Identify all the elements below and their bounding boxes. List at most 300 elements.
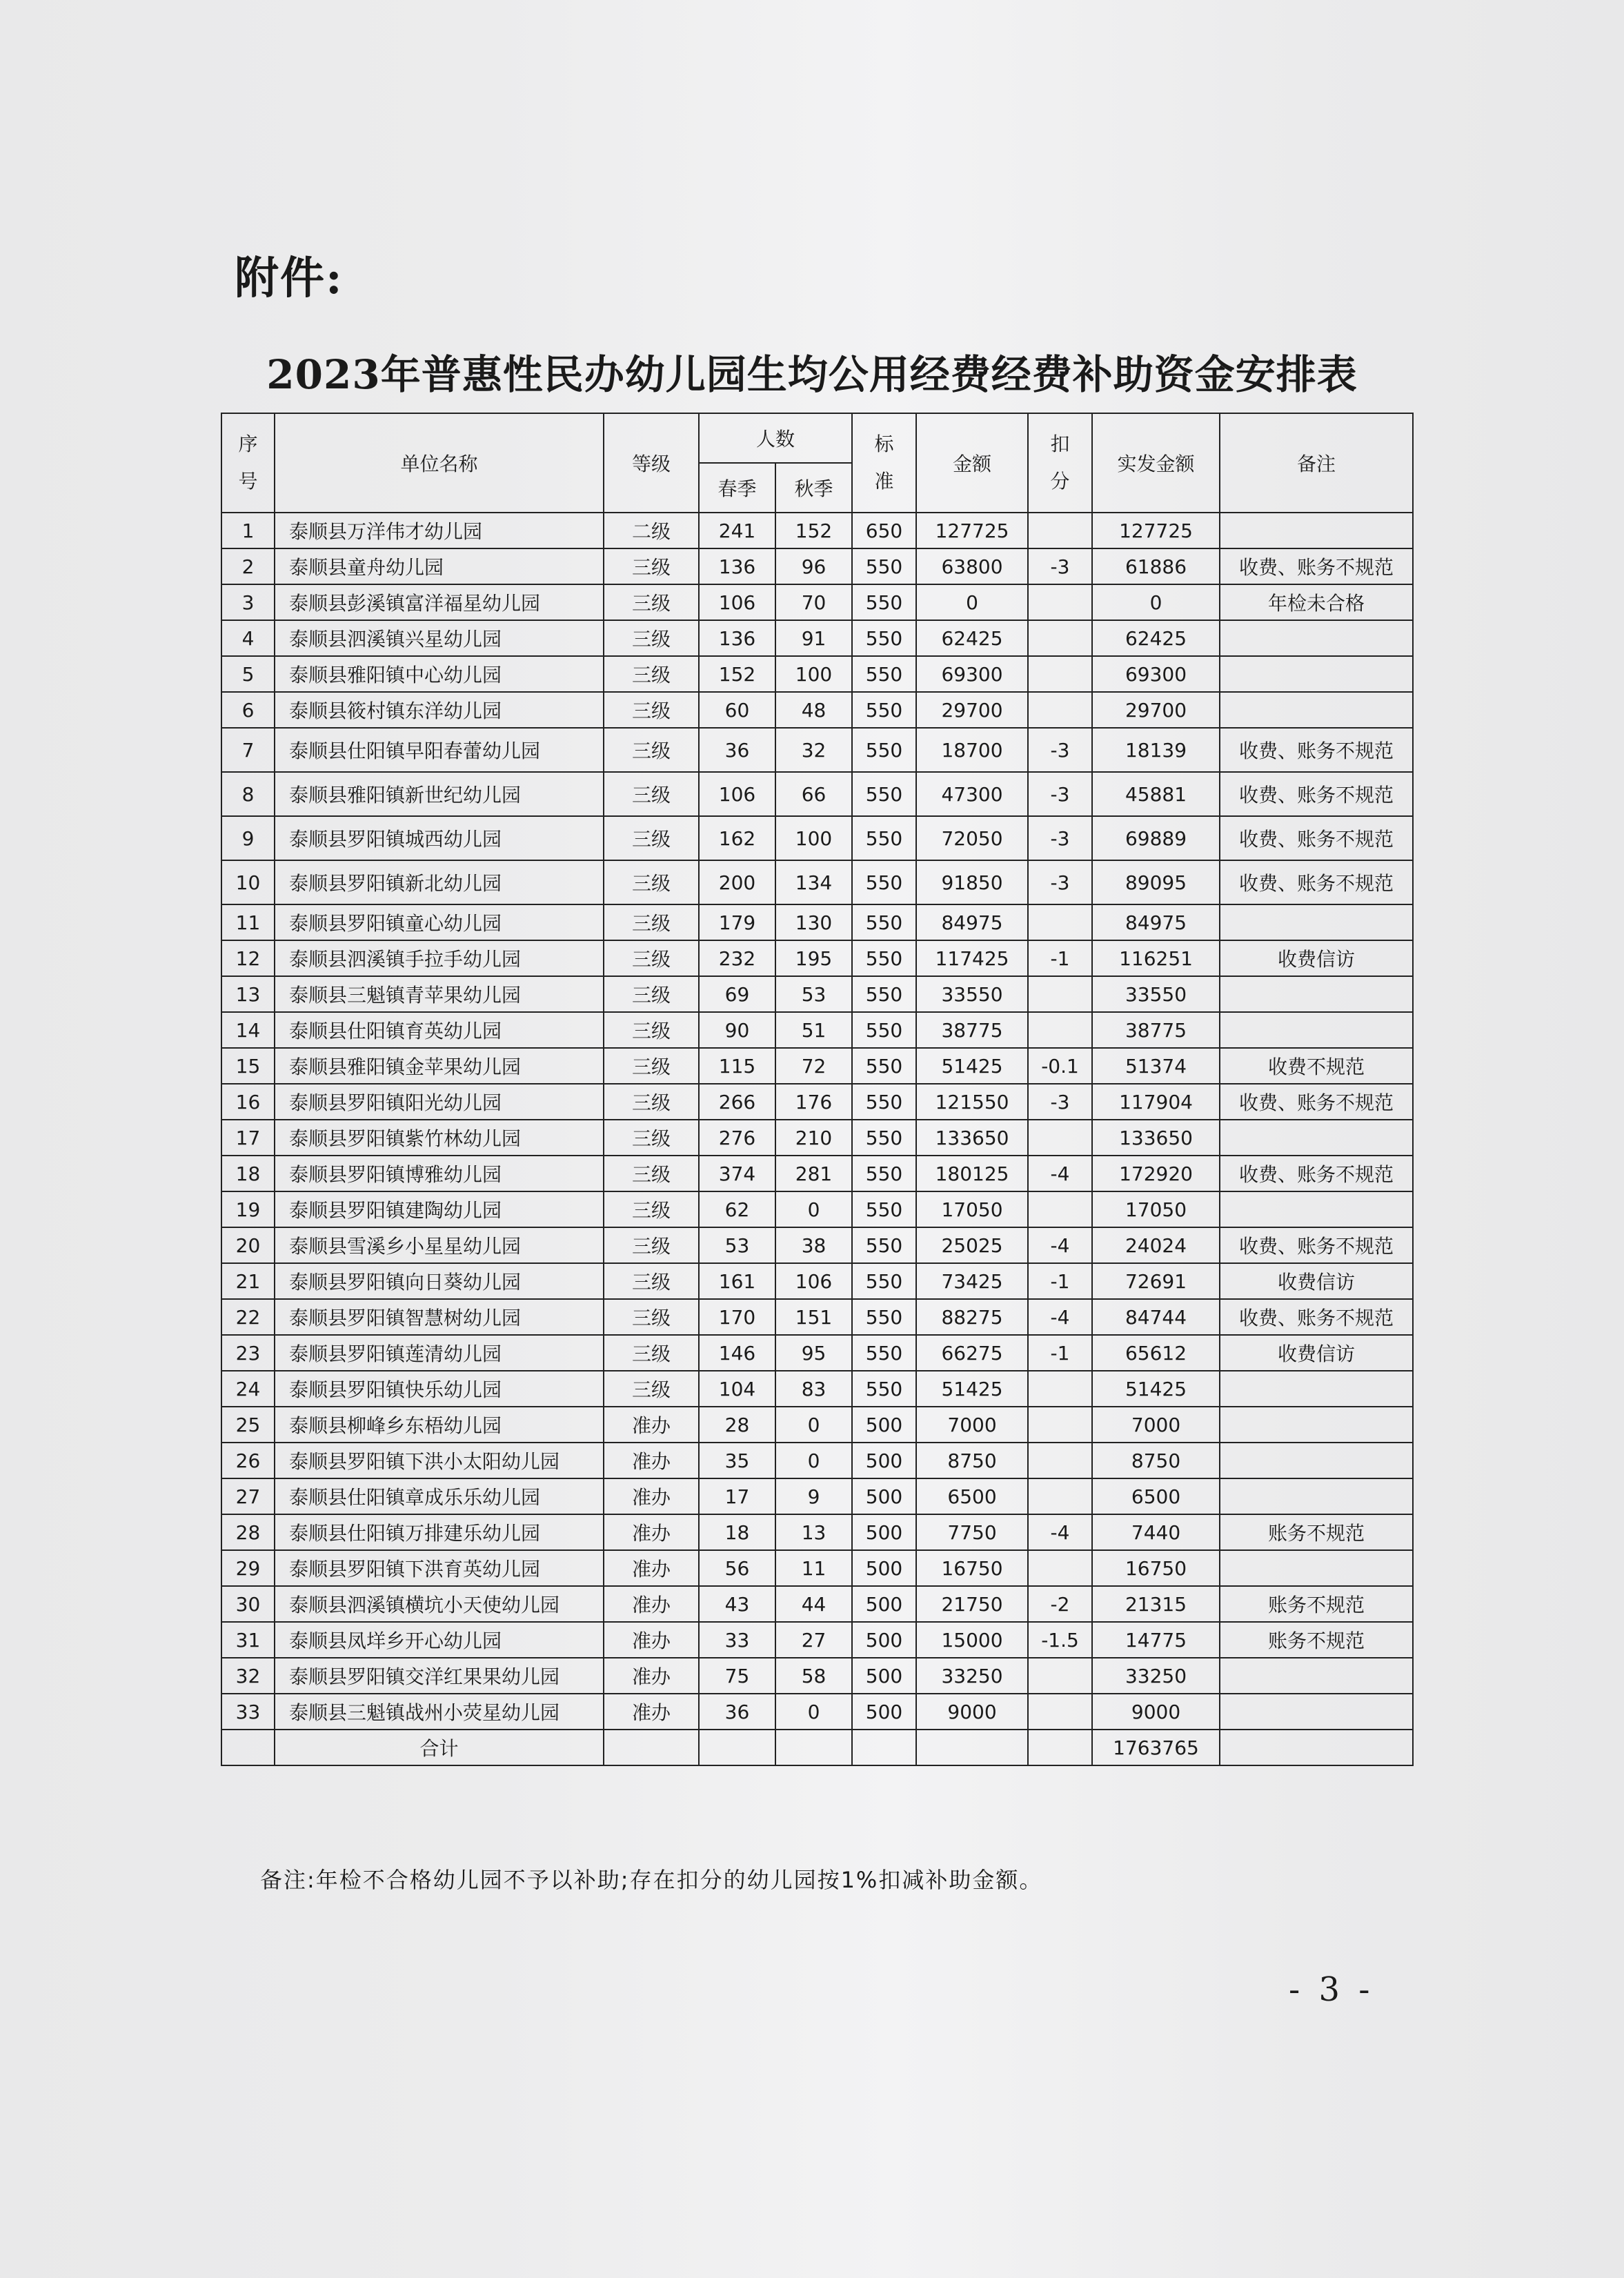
row-standard: 500 [852, 1550, 916, 1586]
row-unit-name: 泰顺县雅阳镇金苹果幼儿园 [275, 1048, 604, 1084]
row-autumn: 83 [775, 1371, 852, 1407]
row-standard: 550 [852, 940, 916, 976]
row-unit-name: 泰顺县罗阳镇快乐幼儿园 [275, 1371, 604, 1407]
table-row [221, 620, 1413, 656]
row-deduct: -1 [1028, 940, 1092, 976]
row-seq: 5 [221, 656, 275, 692]
total-spring-cell [699, 1730, 775, 1765]
row-spring: 18 [699, 1514, 775, 1550]
header-standard [852, 413, 916, 513]
row-autumn: 151 [775, 1299, 852, 1335]
row-remark: 年检未合格 [1220, 584, 1413, 620]
row-standard: 500 [852, 1658, 916, 1694]
row-actual-amount: 16750 [1092, 1550, 1220, 1586]
row-unit-name: 泰顺县仕阳镇早阳春蕾幼儿园 [275, 728, 604, 772]
header-spring: 春季 [699, 463, 775, 513]
row-amount: 33250 [916, 1658, 1028, 1694]
row-spring: 53 [699, 1227, 775, 1263]
row-standard: 550 [852, 1156, 916, 1191]
row-standard: 550 [852, 1048, 916, 1084]
row-deduct [1028, 1478, 1092, 1514]
row-amount: 91850 [916, 860, 1028, 904]
row-actual-amount: 89095 [1092, 860, 1220, 904]
row-standard: 550 [852, 816, 916, 860]
total-row [221, 1730, 1413, 1765]
header-deduct-line1: 扣 [1050, 433, 1070, 455]
row-standard: 500 [852, 1443, 916, 1478]
row-grade: 准办 [604, 1407, 699, 1443]
row-autumn: 96 [775, 548, 852, 584]
row-standard: 550 [852, 584, 916, 620]
row-spring: 232 [699, 940, 775, 976]
row-remark [1220, 656, 1413, 692]
document-title: 2023年普惠性民办幼儿园生均公用经费经费补助资金安排表 [266, 351, 1358, 398]
row-actual-amount: 17050 [1092, 1191, 1220, 1227]
row-deduct: -4 [1028, 1514, 1092, 1550]
row-standard: 500 [852, 1407, 916, 1443]
row-seq: 25 [221, 1407, 275, 1443]
row-deduct [1028, 620, 1092, 656]
row-amount: 18700 [916, 728, 1028, 772]
row-actual-amount: 33550 [1092, 976, 1220, 1012]
row-amount: 51425 [916, 1048, 1028, 1084]
row-amount: 29700 [916, 692, 1028, 728]
table-row [221, 548, 1413, 584]
row-standard: 500 [852, 1622, 916, 1658]
row-seq: 33 [221, 1694, 275, 1730]
row-grade: 三级 [604, 728, 699, 772]
row-autumn: 95 [775, 1335, 852, 1371]
row-amount: 63800 [916, 548, 1028, 584]
row-seq: 2 [221, 548, 275, 584]
table-row [221, 1048, 1413, 1084]
row-unit-name: 泰顺县罗阳镇建陶幼儿园 [275, 1191, 604, 1227]
row-spring: 115 [699, 1048, 775, 1084]
row-seq: 19 [221, 1191, 275, 1227]
row-grade: 二级 [604, 513, 699, 548]
row-autumn: 27 [775, 1622, 852, 1658]
row-seq: 31 [221, 1622, 275, 1658]
row-grade: 三级 [604, 1120, 699, 1156]
row-standard: 550 [852, 1371, 916, 1407]
row-seq: 15 [221, 1048, 275, 1084]
row-grade: 三级 [604, 1227, 699, 1263]
row-amount: 7000 [916, 1407, 1028, 1443]
row-seq: 10 [221, 860, 275, 904]
row-grade: 三级 [604, 772, 699, 816]
row-amount: 47300 [916, 772, 1028, 816]
header-seq-line2: 号 [238, 470, 258, 493]
row-grade: 准办 [604, 1514, 699, 1550]
row-remark [1220, 513, 1413, 548]
row-unit-name: 泰顺县三魁镇战州小荧星幼儿园 [275, 1694, 604, 1730]
table-row [221, 976, 1413, 1012]
row-unit-name: 泰顺县仕阳镇章成乐乐幼儿园 [275, 1478, 604, 1514]
row-grade: 准办 [604, 1443, 699, 1478]
row-unit-name: 泰顺县柳峰乡东梧幼儿园 [275, 1407, 604, 1443]
row-actual-amount: 133650 [1092, 1120, 1220, 1156]
row-amount: 84975 [916, 904, 1028, 940]
total-actual: 1763765 [1092, 1730, 1220, 1765]
row-autumn: 53 [775, 976, 852, 1012]
total-remark-cell [1220, 1730, 1413, 1765]
row-unit-name: 泰顺县泗溪镇手拉手幼儿园 [275, 940, 604, 976]
row-seq: 26 [221, 1443, 275, 1478]
table-row [221, 1622, 1413, 1658]
row-deduct: -3 [1028, 860, 1092, 904]
row-autumn: 100 [775, 656, 852, 692]
row-seq: 22 [221, 1299, 275, 1335]
row-spring: 60 [699, 692, 775, 728]
row-unit-name: 泰顺县罗阳镇下洪育英幼儿园 [275, 1550, 604, 1586]
row-grade: 三级 [604, 1191, 699, 1227]
row-seq: 29 [221, 1550, 275, 1586]
row-grade: 三级 [604, 1263, 699, 1299]
row-deduct [1028, 976, 1092, 1012]
row-standard: 550 [852, 1191, 916, 1227]
row-remark: 收费、账务不规范 [1220, 1227, 1413, 1263]
row-spring: 36 [699, 1694, 775, 1730]
table-row [221, 1299, 1413, 1335]
row-standard: 550 [852, 860, 916, 904]
row-standard: 550 [852, 728, 916, 772]
row-actual-amount: 69889 [1092, 816, 1220, 860]
row-spring: 75 [699, 1658, 775, 1694]
row-spring: 170 [699, 1299, 775, 1335]
row-actual-amount: 7000 [1092, 1407, 1220, 1443]
table-body [221, 513, 1413, 1730]
row-standard: 550 [852, 1012, 916, 1048]
row-grade: 准办 [604, 1586, 699, 1622]
row-autumn: 195 [775, 940, 852, 976]
row-amount: 117425 [916, 940, 1028, 976]
row-actual-amount: 6500 [1092, 1478, 1220, 1514]
row-remark [1220, 1443, 1413, 1478]
row-spring: 276 [699, 1120, 775, 1156]
row-seq: 17 [221, 1120, 275, 1156]
row-standard: 500 [852, 1514, 916, 1550]
row-amount: 127725 [916, 513, 1028, 548]
row-seq: 16 [221, 1084, 275, 1120]
header-deduct-line2: 分 [1050, 470, 1070, 493]
row-unit-name: 泰顺县罗阳镇博雅幼儿园 [275, 1156, 604, 1191]
row-spring: 106 [699, 772, 775, 816]
row-spring: 36 [699, 728, 775, 772]
row-deduct [1028, 513, 1092, 548]
table-row [221, 772, 1413, 816]
row-deduct [1028, 1694, 1092, 1730]
row-unit-name: 泰顺县仕阳镇万排建乐幼儿园 [275, 1514, 604, 1550]
table-row [221, 1227, 1413, 1263]
row-actual-amount: 65612 [1092, 1335, 1220, 1371]
row-actual-amount: 116251 [1092, 940, 1220, 976]
row-seq: 11 [221, 904, 275, 940]
row-spring: 35 [699, 1443, 775, 1478]
row-autumn: 281 [775, 1156, 852, 1191]
table-row [221, 1658, 1413, 1694]
row-amount: 7750 [916, 1514, 1028, 1550]
total-standard-cell [852, 1730, 916, 1765]
row-amount: 8750 [916, 1443, 1028, 1478]
row-unit-name: 泰顺县筱村镇东洋幼儿园 [275, 692, 604, 728]
row-autumn: 130 [775, 904, 852, 940]
row-standard: 650 [852, 513, 916, 548]
row-actual-amount: 0 [1092, 584, 1220, 620]
row-remark [1220, 976, 1413, 1012]
row-unit-name: 泰顺县罗阳镇交洋红果果幼儿园 [275, 1658, 604, 1694]
row-actual-amount: 45881 [1092, 772, 1220, 816]
row-deduct [1028, 1658, 1092, 1694]
row-autumn: 0 [775, 1407, 852, 1443]
row-grade: 三级 [604, 860, 699, 904]
row-grade: 三级 [604, 976, 699, 1012]
table-row [221, 1263, 1413, 1299]
row-unit-name: 泰顺县童舟幼儿园 [275, 548, 604, 584]
row-grade: 三级 [604, 940, 699, 976]
row-remark: 收费信访 [1220, 940, 1413, 976]
header-remarks: 备注 [1220, 413, 1413, 513]
row-remark: 收费、账务不规范 [1220, 548, 1413, 584]
page-number: - 3 - [1289, 1970, 1374, 2009]
row-actual-amount: 127725 [1092, 513, 1220, 548]
row-unit-name: 泰顺县凤垟乡开心幼儿园 [275, 1622, 604, 1658]
row-grade: 三级 [604, 584, 699, 620]
row-grade: 三级 [604, 1012, 699, 1048]
row-grade: 准办 [604, 1622, 699, 1658]
footnote: 备注:年检不合格幼儿园不予以补助;存在扣分的幼儿园按1%扣减补助金额。 [260, 1867, 1043, 1893]
row-unit-name: 泰顺县雅阳镇新世纪幼儿园 [275, 772, 604, 816]
row-autumn: 0 [775, 1191, 852, 1227]
table-row [221, 1084, 1413, 1120]
row-spring: 106 [699, 584, 775, 620]
header-standard-line1: 标 [874, 433, 894, 455]
row-unit-name: 泰顺县罗阳镇城西幼儿园 [275, 816, 604, 860]
row-spring: 56 [699, 1550, 775, 1586]
row-remark: 收费、账务不规范 [1220, 816, 1413, 860]
row-amount: 66275 [916, 1335, 1028, 1371]
row-deduct: -1 [1028, 1335, 1092, 1371]
row-grade: 三级 [604, 620, 699, 656]
row-amount: 69300 [916, 656, 1028, 692]
row-spring: 179 [699, 904, 775, 940]
row-actual-amount: 9000 [1092, 1694, 1220, 1730]
row-standard: 550 [852, 692, 916, 728]
row-grade: 准办 [604, 1478, 699, 1514]
total-amount-cell [916, 1730, 1028, 1765]
row-amount: 9000 [916, 1694, 1028, 1730]
subsidy-table [221, 413, 1414, 1766]
row-remark [1220, 692, 1413, 728]
row-unit-name: 泰顺县万洋伟才幼儿园 [275, 513, 604, 548]
row-remark: 账务不规范 [1220, 1586, 1413, 1622]
row-seq: 30 [221, 1586, 275, 1622]
row-grade: 三级 [604, 1084, 699, 1120]
row-autumn: 0 [775, 1694, 852, 1730]
table-row [221, 1550, 1413, 1586]
row-actual-amount: 21315 [1092, 1586, 1220, 1622]
row-remark [1220, 1120, 1413, 1156]
header-seq [221, 413, 275, 513]
row-autumn: 210 [775, 1120, 852, 1156]
total-autumn-cell [775, 1730, 852, 1765]
row-actual-amount: 84744 [1092, 1299, 1220, 1335]
row-grade: 三级 [604, 1299, 699, 1335]
row-spring: 43 [699, 1586, 775, 1622]
row-seq: 32 [221, 1658, 275, 1694]
row-deduct [1028, 692, 1092, 728]
row-spring: 69 [699, 976, 775, 1012]
header-standard-line2: 准 [874, 470, 894, 493]
row-deduct [1028, 1550, 1092, 1586]
row-spring: 161 [699, 1263, 775, 1299]
row-remark [1220, 1012, 1413, 1048]
row-amount: 33550 [916, 976, 1028, 1012]
header-deduct [1028, 413, 1092, 513]
row-remark [1220, 904, 1413, 940]
row-deduct [1028, 1371, 1092, 1407]
row-amount: 16750 [916, 1550, 1028, 1586]
row-seq: 3 [221, 584, 275, 620]
row-seq: 28 [221, 1514, 275, 1550]
row-amount: 17050 [916, 1191, 1028, 1227]
header-amount: 金额 [916, 413, 1028, 513]
row-autumn: 13 [775, 1514, 852, 1550]
row-autumn: 176 [775, 1084, 852, 1120]
row-seq: 21 [221, 1263, 275, 1299]
row-seq: 1 [221, 513, 275, 548]
total-seq-cell [221, 1730, 275, 1765]
table-row [221, 860, 1413, 904]
table-row [221, 692, 1413, 728]
table-row [221, 1586, 1413, 1622]
row-remark: 收费、账务不规范 [1220, 1084, 1413, 1120]
row-remark: 收费不规范 [1220, 1048, 1413, 1084]
row-spring: 146 [699, 1335, 775, 1371]
row-grade: 准办 [604, 1694, 699, 1730]
row-autumn: 38 [775, 1227, 852, 1263]
row-unit-name: 泰顺县雅阳镇中心幼儿园 [275, 656, 604, 692]
row-spring: 136 [699, 620, 775, 656]
row-grade: 三级 [604, 548, 699, 584]
row-amount: 21750 [916, 1586, 1028, 1622]
row-deduct: -1.5 [1028, 1622, 1092, 1658]
row-seq: 7 [221, 728, 275, 772]
row-actual-amount: 33250 [1092, 1658, 1220, 1694]
row-remark [1220, 1191, 1413, 1227]
row-deduct [1028, 1012, 1092, 1048]
row-autumn: 134 [775, 860, 852, 904]
row-actual-amount: 172920 [1092, 1156, 1220, 1191]
row-seq: 4 [221, 620, 275, 656]
row-seq: 6 [221, 692, 275, 728]
row-autumn: 44 [775, 1586, 852, 1622]
row-actual-amount: 117904 [1092, 1084, 1220, 1120]
row-remark: 账务不规范 [1220, 1622, 1413, 1658]
row-autumn: 51 [775, 1012, 852, 1048]
row-autumn: 58 [775, 1658, 852, 1694]
table-row [221, 1012, 1413, 1048]
row-grade: 三级 [604, 904, 699, 940]
row-amount: 6500 [916, 1478, 1028, 1514]
row-standard: 500 [852, 1478, 916, 1514]
row-amount: 180125 [916, 1156, 1028, 1191]
row-deduct [1028, 584, 1092, 620]
row-standard: 550 [852, 1120, 916, 1156]
row-standard: 500 [852, 1586, 916, 1622]
row-amount: 73425 [916, 1263, 1028, 1299]
table-row [221, 1407, 1413, 1443]
row-deduct: -3 [1028, 772, 1092, 816]
row-actual-amount: 62425 [1092, 620, 1220, 656]
row-amount: 38775 [916, 1012, 1028, 1048]
row-actual-amount: 51374 [1092, 1048, 1220, 1084]
row-remark [1220, 1478, 1413, 1514]
row-actual-amount: 69300 [1092, 656, 1220, 692]
total-label: 合计 [275, 1730, 604, 1765]
row-autumn: 100 [775, 816, 852, 860]
header-actual-amount: 实发金额 [1092, 413, 1220, 513]
row-unit-name: 泰顺县罗阳镇莲清幼儿园 [275, 1335, 604, 1371]
total-deduct-cell [1028, 1730, 1092, 1765]
row-standard: 550 [852, 1299, 916, 1335]
row-autumn: 72 [775, 1048, 852, 1084]
row-remark [1220, 620, 1413, 656]
row-unit-name: 泰顺县罗阳镇紫竹林幼儿园 [275, 1120, 604, 1156]
row-grade: 三级 [604, 1156, 699, 1191]
row-standard: 550 [852, 772, 916, 816]
row-spring: 266 [699, 1084, 775, 1120]
table-row [221, 1191, 1413, 1227]
row-standard: 550 [852, 1084, 916, 1120]
row-autumn: 48 [775, 692, 852, 728]
table-row [221, 1694, 1413, 1730]
row-standard: 550 [852, 620, 916, 656]
row-actual-amount: 18139 [1092, 728, 1220, 772]
row-spring: 374 [699, 1156, 775, 1191]
table-row [221, 1443, 1413, 1478]
row-deduct: -1 [1028, 1263, 1092, 1299]
table-row [221, 584, 1413, 620]
row-deduct: -3 [1028, 548, 1092, 584]
row-unit-name: 泰顺县罗阳镇向日葵幼儿园 [275, 1263, 604, 1299]
row-unit-name: 泰顺县罗阳镇智慧树幼儿园 [275, 1299, 604, 1335]
row-spring: 33 [699, 1622, 775, 1658]
row-grade: 三级 [604, 816, 699, 860]
row-remark [1220, 1694, 1413, 1730]
row-amount: 25025 [916, 1227, 1028, 1263]
row-remark: 收费信访 [1220, 1335, 1413, 1371]
row-autumn: 0 [775, 1443, 852, 1478]
row-actual-amount: 29700 [1092, 692, 1220, 728]
row-standard: 550 [852, 1335, 916, 1371]
row-unit-name: 泰顺县罗阳镇新北幼儿园 [275, 860, 604, 904]
row-deduct [1028, 1191, 1092, 1227]
row-deduct [1028, 1407, 1092, 1443]
row-seq: 9 [221, 816, 275, 860]
row-unit-name: 泰顺县仕阳镇育英幼儿园 [275, 1012, 604, 1048]
row-grade: 三级 [604, 1371, 699, 1407]
row-deduct: -3 [1028, 728, 1092, 772]
row-actual-amount: 72691 [1092, 1263, 1220, 1299]
row-unit-name: 泰顺县雪溪乡小星星幼儿园 [275, 1227, 604, 1263]
table-row [221, 904, 1413, 940]
row-remark [1220, 1550, 1413, 1586]
row-deduct: -4 [1028, 1227, 1092, 1263]
row-amount: 72050 [916, 816, 1028, 860]
row-actual-amount: 51425 [1092, 1371, 1220, 1407]
row-grade: 准办 [604, 1550, 699, 1586]
row-remark: 收费信访 [1220, 1263, 1413, 1299]
